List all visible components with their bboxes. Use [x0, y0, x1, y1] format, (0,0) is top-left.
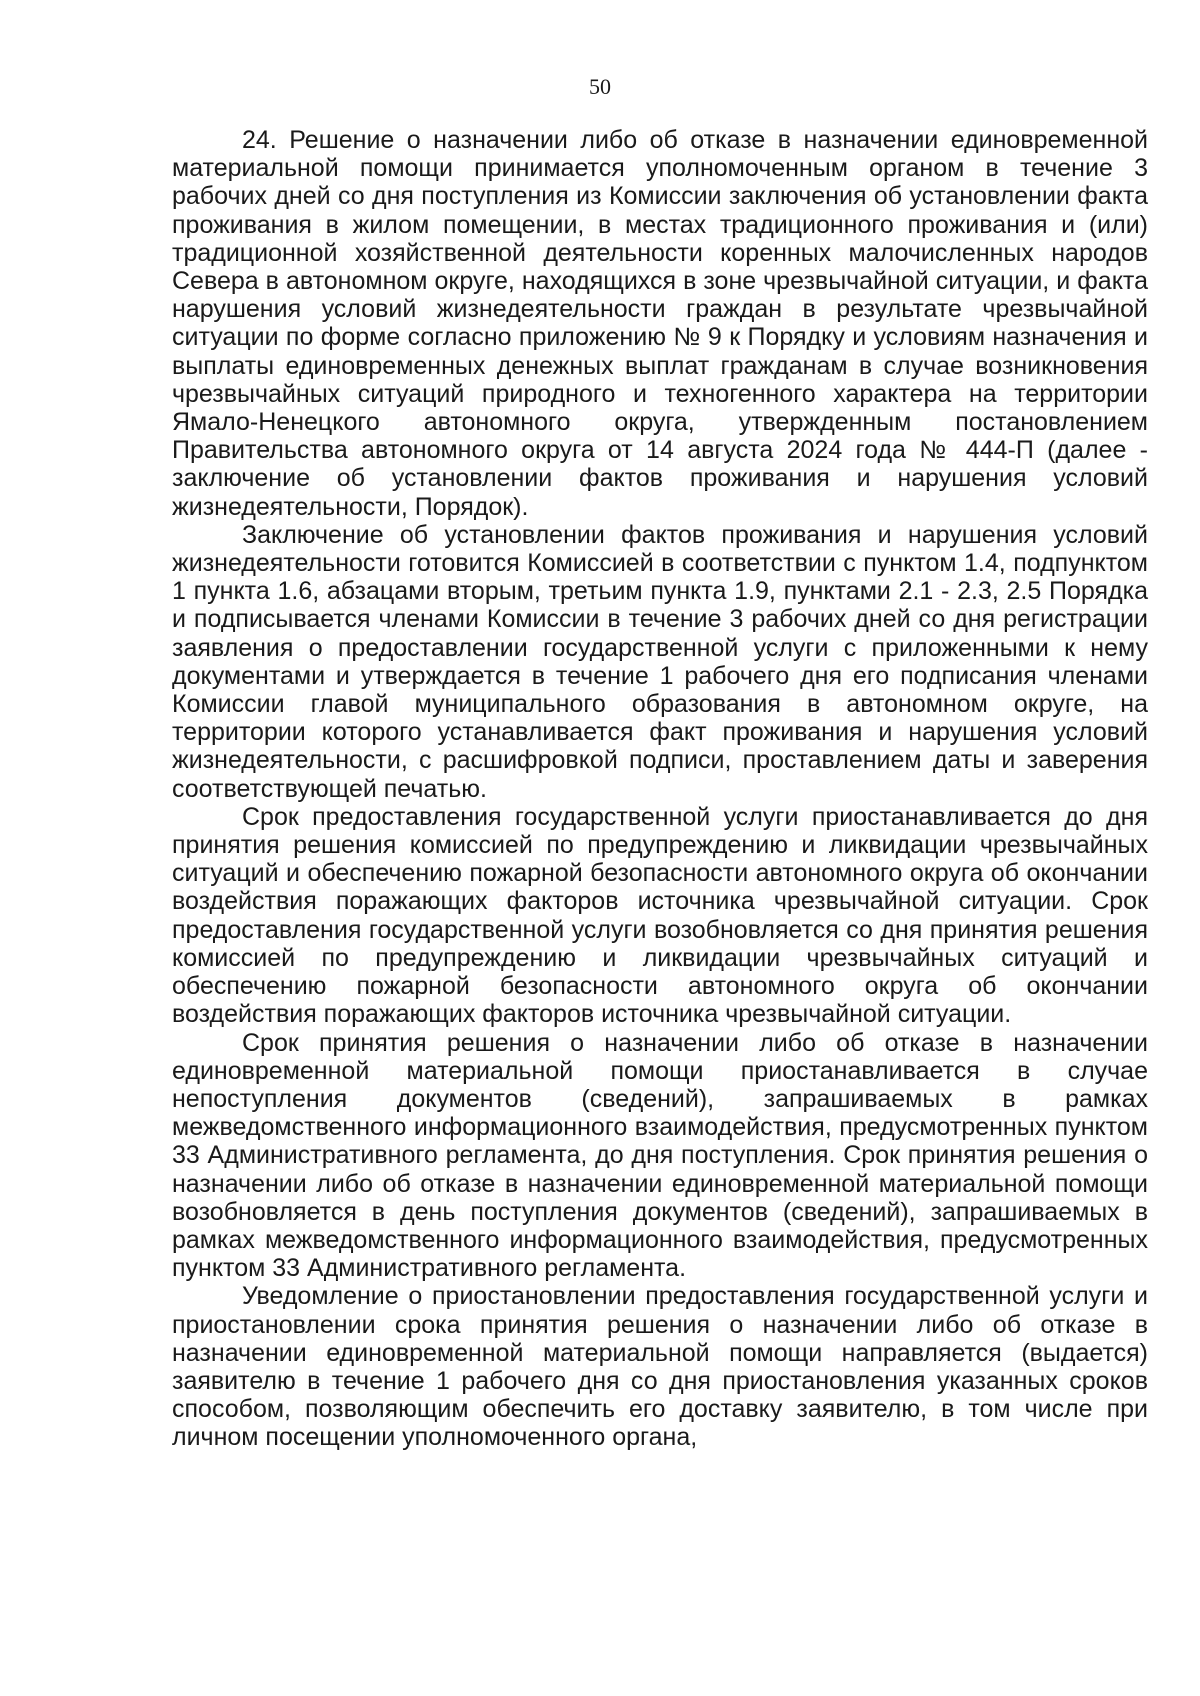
paragraph-conclusion-preparation: Заключение об установлении фактов проживания и нарушения условий жизнедеятельности готовится Комиссией в соответствии с пунктом 1.4, подпунктом 1 пункта 1.6, абзацами вторым, третьим пункта 1.9, пунктами 2.1 - 2.3, 2.5 Порядка и подписывается членами Комиссии в течение 3 рабочих дней со дня регистрации заявления о предоставлении государственной услуги с приложенными к нему документами и утверждается в течение 1 рабочего дня его подписания членами Комиссии главой муниципального образования в автономном округе, на территории которого устанавливается факт проживания и нарушения условий жизнедеятельности, с расшифровкой подписи, проставлением даты и заверения соответствующей печатью. [172, 520, 1148, 803]
paragraph-service-term-suspension: Срок предоставления государственной услуги приостанавливается до дня принятия решения комиссией по предупреждению и ликвидации чрезвычайных ситуаций и обеспечению пожарной безопасности автономного округа об окончании воздействия поражающих факторов источника чрезвычайной ситуации. Срок предоставления государственной услуги возобновляется со дня принятия решения комиссией по предупреждению и ликвидации чрезвычайных ситуаций и обеспечению пожарной безопасности автономного округа об окончании воздействия поражающих факторов источника чрезвычайной ситуации. [172, 802, 1148, 1029]
document-body [172, 126, 1148, 1452]
paragraph-24-decision-term: 24. Решение о назначении либо об отказе в назначении единовременной материальной помощи принимается уполномоченным органом в течение 3 рабочих дней со дня поступления из Комиссии заключения об установлении факта проживания в жилом помещении, в местах традиционного проживания и (или) традиционной хозяйственной деятельности коренных малочисленных народов Севера в автономном округе, находящихся в зоне чрезвычайной ситуации, и факта нарушения условий жизнедеятельности граждан в результате чрезвычайной ситуации по форме согласно приложению № 9 к Порядку и условиям назначения и выплаты единовременных денежных выплат гражданам в случае возникновения чрезвычайных ситуаций природного и техногенного характера на территории Ямало-Ненецкого автономного округа, утвержденным постановлением Правительства автономного округа от 14 августа 2024 года № 444-П (далее - заключение об установлении фактов проживания и нарушения условий жизнедеятельности, Порядок). [172, 126, 1148, 521]
paragraph-suspension-notification: Уведомление о приостановлении предоставления государственной услуги и приостановлении срока принятия решения о назначении либо об отказе в назначении единовременной материальной помощи направляется (выдается) заявителю в течение 1 рабочего дня со дня приостановления указанных сроков способом, позволяющим обеспечить его доставку заявителю, в том числе при личном посещении уполномоченного органа, [172, 1282, 1148, 1452]
page-number: 50 [589, 74, 611, 99]
paragraph-decision-term-suspension: Срок принятия решения о назначении либо об отказе в назначении единовременной материальной помощи приостанавливается в случае непоступления документов (сведений), запрашиваемых в рамках межведомственного информационного взаимодействия, предусмотренных пунктом 33 Административного регламента, до дня поступления. Срок принятия решения о назначении либо об отказе в назначении единовременной материальной помощи возобновляется в день поступления документов (сведений), запрашиваемых в рамках межведомственного информационного взаимодействия, предусмотренных пунктом 33 Административного регламента. [172, 1028, 1148, 1283]
